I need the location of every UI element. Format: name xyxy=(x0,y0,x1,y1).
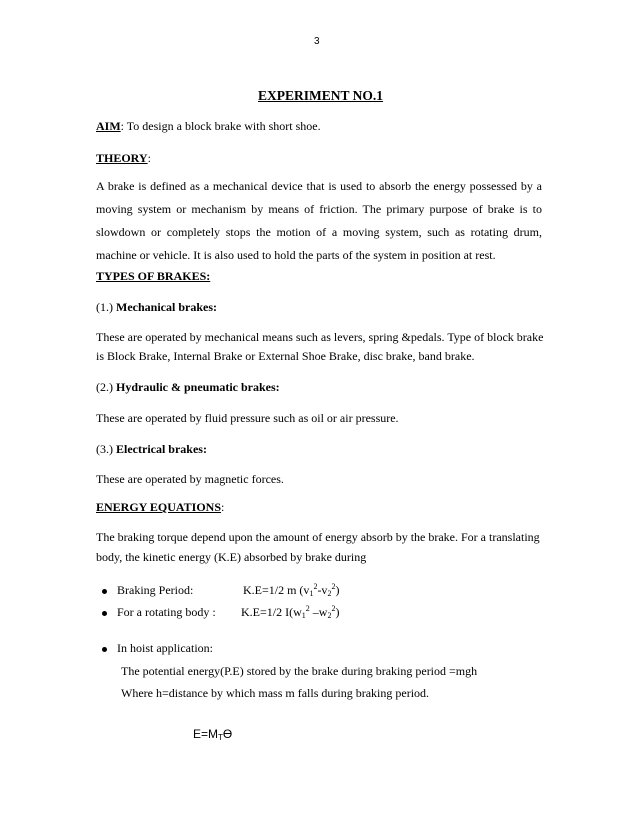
type-1-name: Mechanical brakes: xyxy=(116,300,217,314)
type-3-desc: These are operated by magnetic forces. xyxy=(96,472,284,486)
theory-paragraph: A brake is defined as a mechanical device that is used to absorb the energy possessed by a moving system or mechanism by means of friction. The primary purpose of brake is to slowdown or completely stops the motion of a moving system, such as rotating drum, machine or vehicle. It is also used to hold the parts of the system in position at rest. xyxy=(96,179,542,262)
energy-heading-suffix: : xyxy=(221,500,225,514)
bullet-1-equation: K.E=1/2 m $(v_1^2-v_2^2)$ xyxy=(243,582,340,598)
bullet-icon xyxy=(102,611,107,616)
type-1-heading xyxy=(96,300,217,315)
theory-label: THEORY xyxy=(96,151,148,165)
theory-suffix: : xyxy=(147,151,151,165)
type-2-name: Hydraulic & pneumatic brakes: xyxy=(116,380,280,394)
bullet-2-label: For a rotating body : xyxy=(117,605,216,619)
energy-intro-line2: body, the kinetic energy (K.E) absorbed by brake during xyxy=(96,550,367,564)
aim-text: : To design a block brake with short shoe. xyxy=(120,119,321,133)
type-2-number: (2.) xyxy=(96,380,116,394)
bullet-icon xyxy=(102,647,107,652)
page-title: EXPERIMENT NO.1 xyxy=(258,88,384,103)
type-3-name: Electrical brakes: xyxy=(116,442,207,456)
hoist-line1: The potential energy(P.E) stored by the brake during braking period =mgh xyxy=(121,664,478,678)
aim-label: AIM xyxy=(96,119,121,133)
type-1-desc-line2: is Block Brake, Internal Brake or External Shoe Brake, disc brake, band brake. xyxy=(96,349,475,363)
bullet-icon xyxy=(102,589,107,594)
bullet-2-equation: K.E=1/2 $I(w_1^2$ $-w_2^2$) xyxy=(241,604,340,620)
theory-heading xyxy=(96,151,151,166)
types-heading: TYPES OF BRAKES: xyxy=(96,269,211,283)
type-3-number: (3.) xyxy=(96,442,116,456)
aim-line xyxy=(96,119,321,134)
type-1-number: (1.) xyxy=(96,300,116,314)
bullet-1-label: Braking Period: xyxy=(117,583,194,597)
hoist-line2: Where h=distance by which mass m falls during braking period. xyxy=(121,686,430,700)
bullet-braking-period xyxy=(102,582,339,598)
page-number: 3 xyxy=(314,36,320,47)
type-3-heading xyxy=(96,442,207,457)
energy-intro-line1: The braking torque depend upon the amount of energy absorb by the brake. For a translating xyxy=(96,530,540,544)
type-1-desc-line1: These are operated by mechanical means such as levers, spring &pedals. Type of block brake xyxy=(96,330,544,344)
bullet-3-label: In hoist application: xyxy=(117,641,213,655)
bullet-hoist xyxy=(102,641,213,656)
energy-heading xyxy=(96,500,224,515)
bullet-rotating-body xyxy=(102,604,339,620)
final-equation: $E=M_Tϴ$ xyxy=(193,727,233,742)
energy-heading-text: ENERGY EQUATIONS xyxy=(96,500,222,514)
type-2-desc: These are operated by fluid pressure such as oil or air pressure. xyxy=(96,411,399,425)
type-2-heading xyxy=(96,380,280,395)
